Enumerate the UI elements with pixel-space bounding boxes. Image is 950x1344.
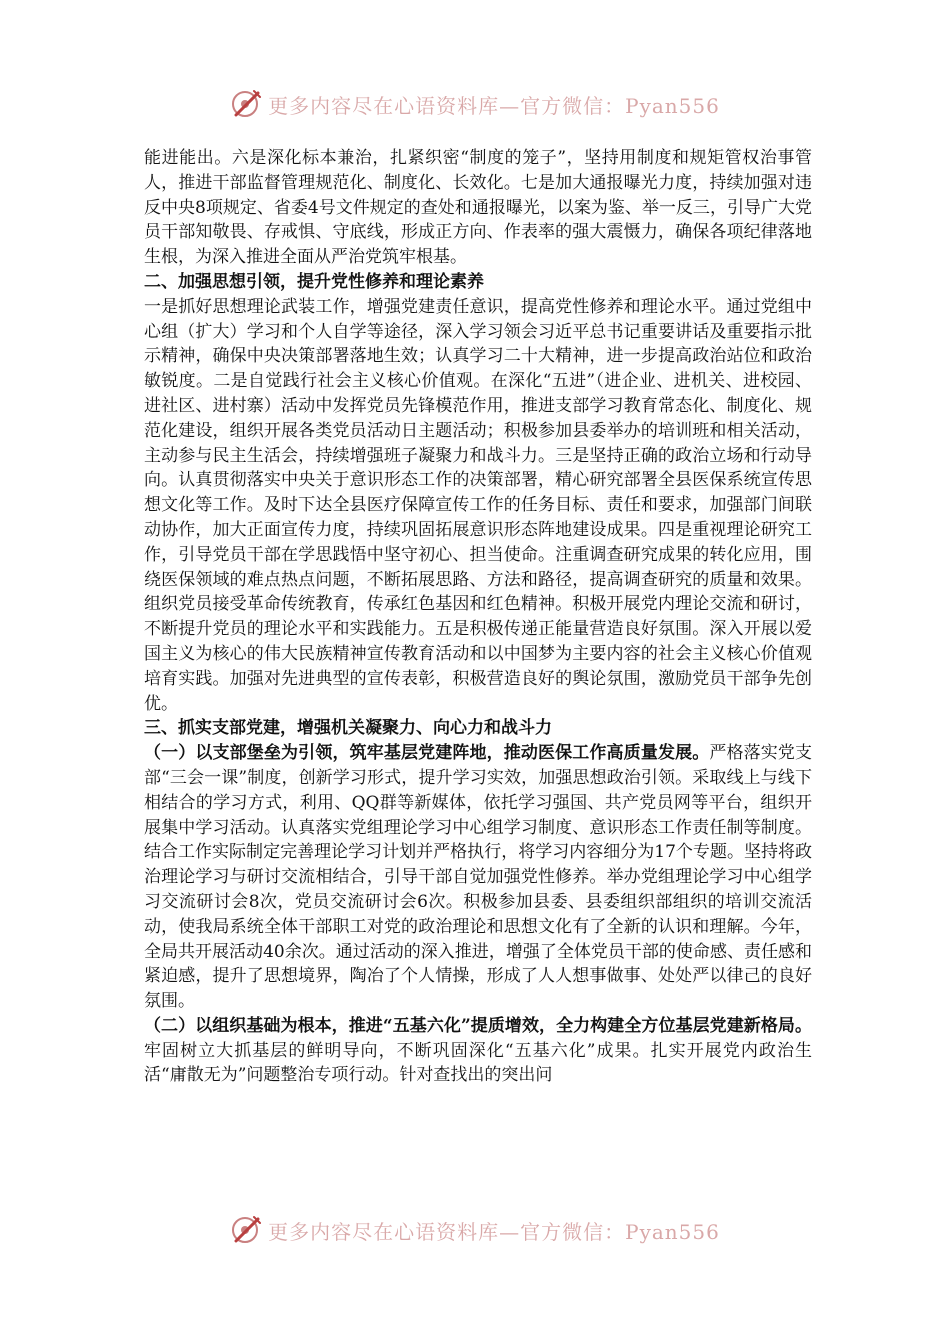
paragraph: 一是抓好思想理论武装工作，增强党建责任意识，提高党性修养和理论水平。通过党组中心组（扩大）学习和个人自学等途径，深入学习领会习近平总书记重要讲话及重要指示批示精神，确保中央决策部署落地生效；认真学习二十大精神，进一步提高政治站位和政治敏锐度。二是自觉践行社会主义核心价值观。在深化“五进”（进企业、进机关、进校园、进社区、进村寨）活动中发挥党员先锋模范作用，推进支部学习教育常态化、制度化、规范化建设，组织开展各类党员活动日主题活动；积极参加县委举办的培训班和相关活动，主动参与民主生活会，持续增强班子凝聚力和战斗力。三是坚持正确的政治立场和行动导向。认真贯彻落实中央关于意识形态工作的决策部署，精心研究部署全县医保系统宣传思想文化等工作。及时下达全县医疗保障宣传工作的任务目标、责任和要求，加强部门间联动协作，加大正面宣传力度，持续巩固拓展意识形态阵地建设成果。四是重视理论研究工作，引导党员干部在学思践悟中坚守初心、担当使命。注重调查研究成果的转化应用，围绕医保领域的难点热点问题，不断拓展思路、方法和路径，提高调查研究的质量和效果。组织党员接受革命传统教育，传承红色基因和红色精神。积极开展党内理论交流和研讨，不断提升党员的理论水平和实践能力。五是积极传递正能量营造良好氛围。深入开展以爱国主义为核心的伟大民族精神宣传教育活动和以中国梦为主要内容的社会主义核心价值观培育实践。加强对先进典型的宣传表彰，积极营造良好的舆论氛围，激励党员干部争先创优。 [144, 296, 812, 714]
watermark-footer [0, 1210, 950, 1250]
subheading-2: （二）以组织基础为根本，推进“五基六化”提质增效，全力构建全方位基层党建新格局。 [144, 1015, 812, 1036]
pen-logo-icon [230, 87, 264, 121]
paragraph-text: 牢固树立大抓基层的鲜明导向，不断巩固深化“五基六化”成果。扎实开展党内政治生活“庸散无为”问题整治专项行动。针对查找出的突出问 [144, 1040, 812, 1086]
pen-logo-icon [230, 1213, 264, 1247]
subheading-1: （一）以支部堡垒为引领，筑牢基层党建阵地，推动医保工作高质量发展。 [144, 743, 710, 764]
watermark-text: 更多内容尽在心语资料库—官方微信：Pyan556 [268, 1219, 720, 1244]
section-heading-2: 二、加强思想引领，提升党性修养和理论素养 [144, 271, 484, 292]
section-heading-3: 三、抓实支部党建，增强机关凝聚力、向心力和战斗力 [144, 718, 552, 739]
document-body [144, 146, 812, 1088]
watermark-header [0, 84, 950, 124]
watermark-text: 更多内容尽在心语资料库—官方微信：Pyan556 [268, 93, 720, 118]
paragraph [144, 1014, 812, 1088]
paragraph-text: 严格落实党支部“三会一课”制度，创新学习形式，提升学习实效，加强思想政治引领。采取线上与线下相结合的学习方式，利用、QQ群等新媒体，依托学习强国、共产党员网等平台，组织开展集中学习活动。认真落实党组理论学习中心组学习制度、意识形态工作责任制等制度。结合工作实际制定完善理论学习计划并严格执行，将学习内容细分为17个专题。坚持将政治理论学习与研讨交流相结合，引导干部自觉加强党性修养。举办党组理论学习中心组学习交流研讨会8次，党员交流研讨会6次。积极参加县委、县委组织部组织的培训交流活动，使我局系统全体干部职工对党的政治理论和思想文化有了全新的认识和理解。今年，全局共开展活动40余次。通过活动的深入推进，增强了全体党员干部的使命感、责任感和紧迫感，提升了思想境界，陶冶了个人情操，形成了人人想事做事、处处严以律己的良好氛围。 [144, 743, 813, 1012]
paragraph [144, 741, 812, 1014]
paragraph: 能进能出。六是深化标本兼治，扎紧织密“制度的笼子”，坚持用制度和规矩管权治事管人，推进干部监督管理规范化、制度化、长效化。七是加大通报曝光力度，持续加强对违反中央8项规定、省委4号文件规定的查处和通报曝光，以案为鉴、举一反三，引导广大党员干部知敬畏、存戒惧、守底线，形成正方向、作表率的强大震慑力，确保各项纪律落地生根，为深入推进全面从严治党筑牢根基。 [144, 148, 812, 268]
